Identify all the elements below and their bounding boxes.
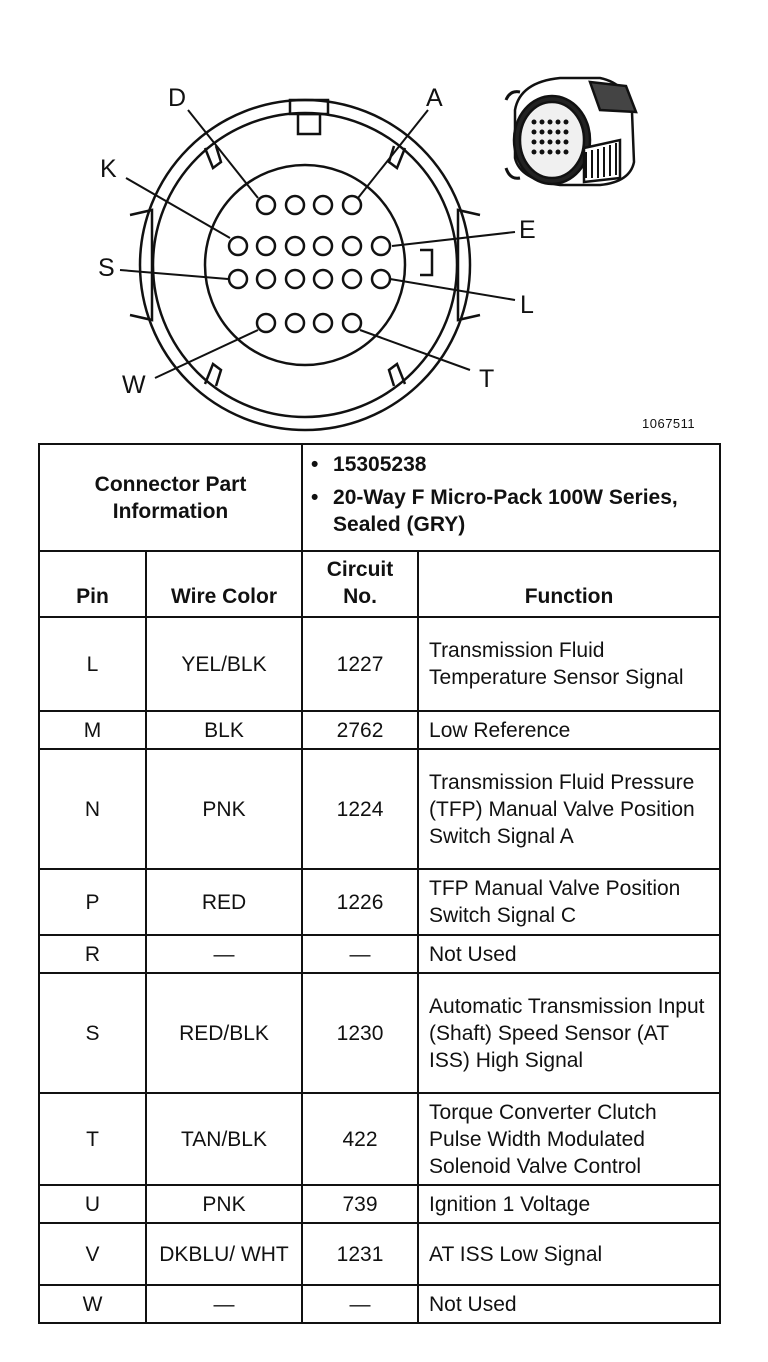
mini-pin [540, 150, 545, 155]
mini-pin [564, 130, 569, 135]
pin-cavities [229, 196, 390, 332]
wire-color-cell: TAN/BLK [146, 1093, 302, 1185]
pin-cavity [257, 237, 275, 255]
pin-cavity [229, 270, 247, 288]
pin-cavity [343, 314, 361, 332]
pin-cell: L [39, 617, 146, 711]
column-header-row [39, 551, 720, 617]
table-row [39, 617, 720, 711]
wire-color-cell: RED [146, 869, 302, 935]
pin-cavity [372, 237, 390, 255]
function-cell: Ignition 1 Voltage [418, 1185, 720, 1223]
part-info-label: Connector Part Information [39, 444, 302, 551]
function-cell: AT ISS Low Signal [418, 1223, 720, 1285]
pin-cavity [372, 270, 390, 288]
circuit-cell: 739 [302, 1185, 418, 1223]
circuit-cell: 1226 [302, 869, 418, 935]
pin-cell: P [39, 869, 146, 935]
callout-label-l: L [520, 291, 534, 319]
mini-pin [548, 120, 553, 125]
wire-color-cell: RED/BLK [146, 973, 302, 1093]
pin-cell: N [39, 749, 146, 869]
mini-pin [564, 140, 569, 145]
pin-cavity [343, 237, 361, 255]
table-row [39, 749, 720, 869]
pin-cell: R [39, 935, 146, 973]
wire-color-cell: — [146, 935, 302, 973]
table-row [39, 711, 720, 749]
figure-reference-number: 1067511 [642, 416, 696, 431]
mini-pin [532, 120, 537, 125]
col-header-function: Function [418, 551, 720, 617]
col-header-wire-color: Wire Color [146, 551, 302, 617]
pin-cavity [257, 314, 275, 332]
connector-face-outline [130, 100, 480, 430]
function-cell: Low Reference [418, 711, 720, 749]
pin-cavity [314, 314, 332, 332]
wire-color-cell: YEL/BLK [146, 617, 302, 711]
mini-pin [556, 130, 561, 135]
callout-label-s: S [98, 254, 115, 282]
circuit-cell: 422 [302, 1093, 418, 1185]
mini-pin [532, 130, 537, 135]
function-cell: Torque Converter Clutch Pulse Width Modulated Solenoid Valve Control [418, 1093, 720, 1185]
mini-pin [548, 130, 553, 135]
pin-cavity [286, 237, 304, 255]
table-row [39, 1285, 720, 1323]
function-cell: TFP Manual Valve Position Switch Signal C [418, 869, 720, 935]
callout-label-w: W [122, 371, 146, 399]
mini-pin [564, 120, 569, 125]
circuit-cell: 2762 [302, 711, 418, 749]
function-cell: Not Used [418, 935, 720, 973]
table-row [39, 1185, 720, 1223]
function-cell: Transmission Fluid Temperature Sensor Signal [418, 617, 720, 711]
pin-cavity [286, 314, 304, 332]
table-row [39, 1093, 720, 1185]
mini-pin [556, 120, 561, 125]
pin-cell: S [39, 973, 146, 1093]
callout-label-a: A [426, 84, 443, 112]
mini-pin [564, 150, 569, 155]
pin-cavity [257, 196, 275, 214]
table-row [39, 973, 720, 1093]
mini-pin [556, 150, 561, 155]
function-cell: Automatic Transmission Input (Shaft) Speed Sensor (AT ISS) High Signal [418, 973, 720, 1093]
part-number: • 15305238 [333, 451, 711, 478]
col-header-circuit: Circuit No. [302, 551, 418, 617]
mini-pin [540, 130, 545, 135]
pin-cell: V [39, 1223, 146, 1285]
table-row [39, 869, 720, 935]
circuit-cell: — [302, 1285, 418, 1323]
col-header-pin: Pin [39, 551, 146, 617]
pin-cavity [314, 270, 332, 288]
callout-label-d: D [168, 84, 187, 112]
mini-pin [548, 140, 553, 145]
table-row [39, 1223, 720, 1285]
wire-color-cell: BLK [146, 711, 302, 749]
wire-color-cell: DKBLU/ WHT [146, 1223, 302, 1285]
pin-cavity [286, 196, 304, 214]
pin-cavity [314, 196, 332, 214]
pin-cavity [343, 196, 361, 214]
connector-3d-view [506, 78, 636, 185]
pin-cell: M [39, 711, 146, 749]
wire-color-cell: — [146, 1285, 302, 1323]
connector-diagram [0, 0, 768, 440]
circuit-cell: 1224 [302, 749, 418, 869]
wire-color-cell: PNK [146, 749, 302, 869]
circuit-cell: — [302, 935, 418, 973]
pin-cell: W [39, 1285, 146, 1323]
function-cell: Transmission Fluid Pressure (TFP) Manual Valve Position Switch Signal A [418, 749, 720, 869]
mini-pin [540, 140, 545, 145]
callout-label-k: K [100, 155, 117, 183]
pin-cavity [314, 237, 332, 255]
pin-cavity [257, 270, 275, 288]
callout-label-e: E [519, 216, 536, 244]
mini-pin [532, 150, 537, 155]
mini-pin [548, 150, 553, 155]
connector-description: • 20-Way F Micro-Pack 100W Series, Sealed (GRY) [333, 484, 711, 538]
pin-cavity [229, 237, 247, 255]
callout-label-t: T [479, 365, 495, 393]
function-cell: Not Used [418, 1285, 720, 1323]
pin-cavity [286, 270, 304, 288]
table-row [39, 935, 720, 973]
circuit-cell: 1227 [302, 617, 418, 711]
pin-cell: U [39, 1185, 146, 1223]
pin-cell: T [39, 1093, 146, 1185]
mini-pin [556, 140, 561, 145]
circuit-cell: 1230 [302, 973, 418, 1093]
connector-pin-table [38, 443, 721, 1324]
circuit-cell: 1231 [302, 1223, 418, 1285]
mini-pin [540, 120, 545, 125]
wire-color-cell: PNK [146, 1185, 302, 1223]
mini-pin [532, 140, 537, 145]
part-info-details [302, 444, 720, 551]
pin-cavity [343, 270, 361, 288]
part-info-row [39, 444, 720, 551]
